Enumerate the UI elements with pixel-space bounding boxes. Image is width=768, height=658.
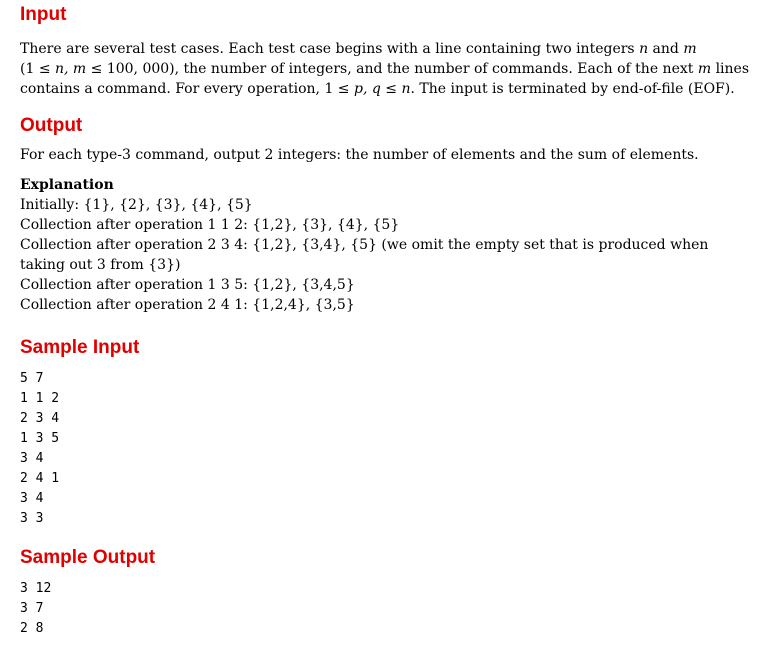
sample-output-line: 3 12 bbox=[20, 581, 52, 596]
sample-input-line: 3 3 bbox=[20, 511, 44, 526]
sample-output-line: 2 8 bbox=[20, 621, 44, 636]
sample-output-heading: Sample Output bbox=[20, 547, 156, 568]
sample-input-line: 3 4 bbox=[20, 491, 44, 506]
explanation-line: taking out 3 from {3}) bbox=[20, 257, 181, 273]
explanation-line: Collection after operation 2 3 4: {1,2}, {3,4}, {5} (we omit the empty set that is produced when bbox=[20, 237, 709, 253]
explanation-block bbox=[20, 195, 760, 315]
output-description: For each type-3 command, output 2 integers: the number of elements and the sum of elements. bbox=[20, 147, 699, 163]
sample-input-heading: Sample Input bbox=[20, 337, 140, 358]
input-line-3: contains a command. For every operation, 1 ≤ p, q ≤ n. The input is terminated by end-of-file (EOF). bbox=[20, 81, 735, 97]
input-heading: Input bbox=[20, 4, 67, 25]
explanation-line: Initially: {1}, {2}, {3}, {4}, {5} bbox=[20, 197, 253, 213]
input-description bbox=[20, 39, 760, 99]
input-line-1: There are several test cases. Each test case begins with a line containing two integers n and m bbox=[20, 41, 697, 57]
input-line-2: (1 ≤ n, m ≤ 100, 000), the number of integers, and the number of commands. Each of the next m lines bbox=[20, 61, 750, 77]
explanation-line: Collection after operation 2 4 1: {1,2,4}, {3,5} bbox=[20, 297, 355, 313]
sample-input-line: 2 4 1 bbox=[20, 471, 60, 486]
output-heading: Output bbox=[20, 115, 83, 136]
explanation-line: Collection after operation 1 1 2: {1,2}, {3}, {4}, {5} bbox=[20, 217, 400, 233]
sample-output-line: 3 7 bbox=[20, 601, 44, 616]
explanation-heading: Explanation bbox=[20, 177, 114, 193]
explanation-line: Collection after operation 1 3 5: {1,2}, {3,4,5} bbox=[20, 277, 355, 293]
sample-input-block bbox=[20, 369, 760, 529]
sample-input-line: 3 4 bbox=[20, 451, 44, 466]
sample-input-line: 1 1 2 bbox=[20, 391, 60, 406]
sample-input-line: 1 3 5 bbox=[20, 431, 60, 446]
sample-input-line: 2 3 4 bbox=[20, 411, 60, 426]
sample-output-block bbox=[20, 579, 760, 639]
sample-input-line: 5 7 bbox=[20, 371, 44, 386]
